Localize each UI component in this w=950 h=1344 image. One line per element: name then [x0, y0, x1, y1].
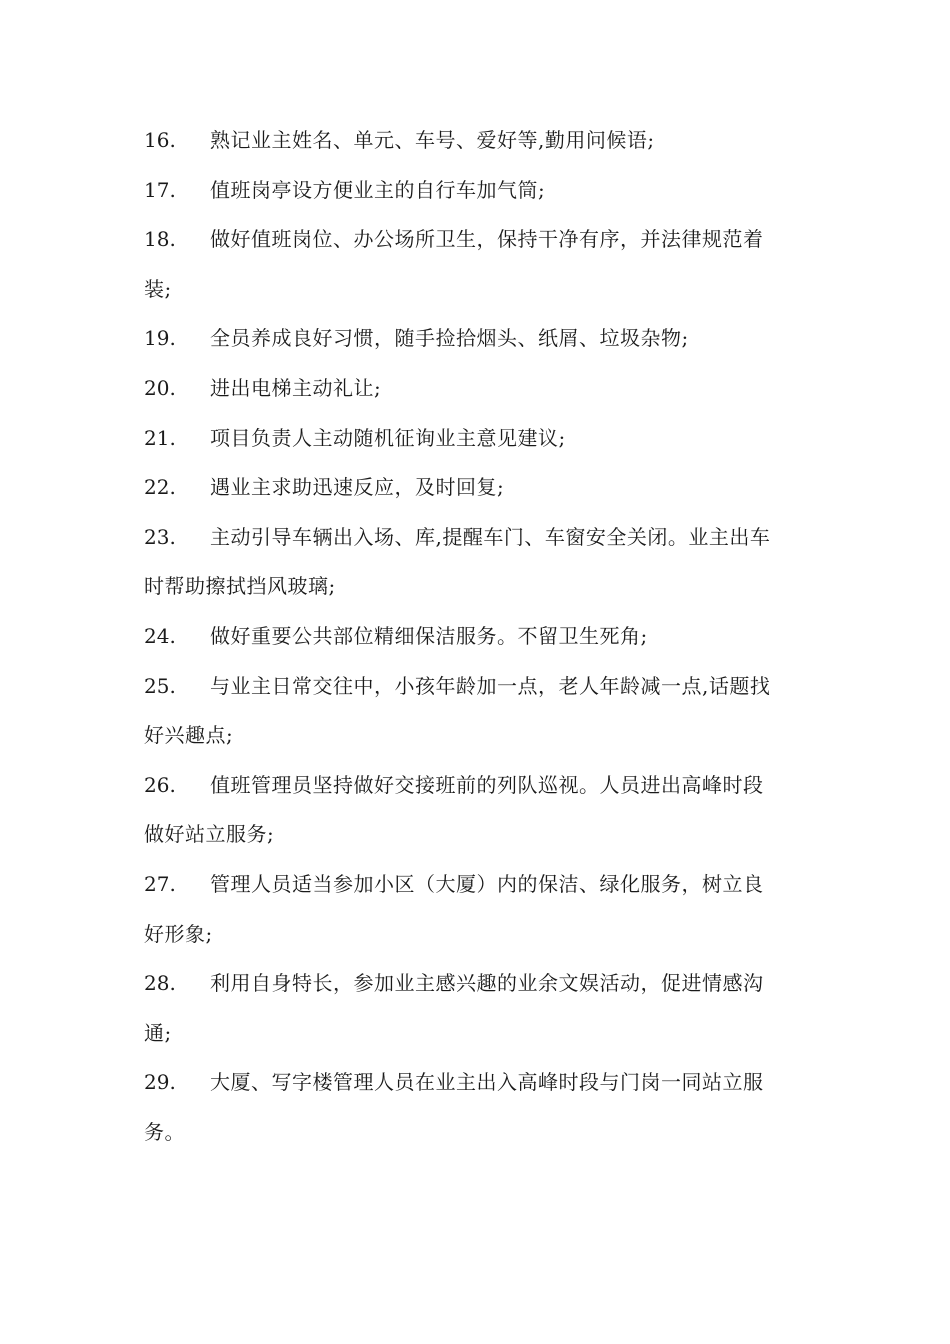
- item-text-continued: 好形象;: [144, 921, 213, 946]
- item-text-continued: 时帮助擦拭挡风玻璃;: [144, 574, 336, 599]
- item-text: 全员养成良好习惯，随手捡拾烟头、纸屑、垃圾杂物;: [210, 326, 689, 351]
- list-item: [144, 215, 809, 314]
- list-item: [144, 463, 809, 513]
- list-item: [144, 314, 809, 364]
- list-item: [144, 513, 809, 612]
- item-text: 进出电梯主动礼让;: [210, 375, 382, 400]
- list-item: [144, 612, 809, 662]
- item-text: 管理人员适当参加小区（大厦）内的保洁、绿化服务，树立良: [210, 871, 764, 896]
- item-text: 值班岗亭设方便业主的自行车加气筒;: [210, 177, 546, 202]
- item-number: 29.: [144, 1070, 176, 1095]
- item-text: 做好值班岗位、办公场所卫生，保持干净有序，并法律规范着: [210, 227, 764, 252]
- item-text-continued: 务。: [144, 1119, 185, 1144]
- item-text-continued: 好兴趣点;: [144, 723, 234, 748]
- list-item: [144, 959, 809, 1058]
- item-text: 熟记业主姓名、单元、车号、爱好等,勤用问候语;: [210, 128, 655, 152]
- item-number: 17.: [144, 177, 176, 202]
- item-text-continued: 通;: [144, 1020, 172, 1045]
- list-item: [144, 1058, 809, 1157]
- item-text: 值班管理员坚持做好交接班前的列队巡视。人员进出高峰时段: [210, 772, 764, 797]
- item-number: 21.: [144, 425, 176, 450]
- item-number: 25.: [144, 673, 176, 698]
- item-number: 20.: [144, 375, 176, 400]
- item-number: 24.: [144, 623, 176, 648]
- item-text: 与业主日常交往中，小孩年龄加一点，老人年龄减一点,话题找: [210, 673, 771, 698]
- list-item: [144, 860, 809, 959]
- list-item: [144, 414, 809, 464]
- item-number: 16.: [144, 128, 176, 152]
- item-text: 遇业主求助迅速反应，及时回复;: [210, 475, 505, 500]
- list-item: [144, 364, 809, 414]
- item-text-continued: 装;: [144, 276, 172, 301]
- item-text-continued: 做好站立服务;: [144, 822, 275, 847]
- item-text: 利用自身特长，参加业主感兴趣的业余文娱活动，促进情感沟: [210, 971, 764, 996]
- item-number: 28.: [144, 971, 176, 996]
- item-number: 27.: [144, 871, 176, 896]
- item-number: 26.: [144, 772, 176, 797]
- item-text: 项目负责人主动随机征询业主意见建议;: [210, 425, 566, 450]
- item-text: 主动引导车辆出入场、库,提醒车门、车窗安全关闭。业主出车: [210, 524, 771, 549]
- list-item: [144, 662, 809, 761]
- item-number: 23.: [144, 524, 176, 549]
- item-text: 做好重要公共部位精细保洁服务。不留卫生死角;: [210, 623, 648, 648]
- list-item: [144, 116, 809, 166]
- list-item: [144, 166, 809, 216]
- item-number: 22.: [144, 475, 176, 500]
- item-text: 大厦、写字楼管理人员在业主出入高峰时段与门岗一同站立服: [210, 1070, 764, 1095]
- numbered-list: [144, 116, 809, 1157]
- item-number: 19.: [144, 326, 176, 351]
- item-number: 18.: [144, 227, 176, 252]
- list-item: [144, 761, 809, 860]
